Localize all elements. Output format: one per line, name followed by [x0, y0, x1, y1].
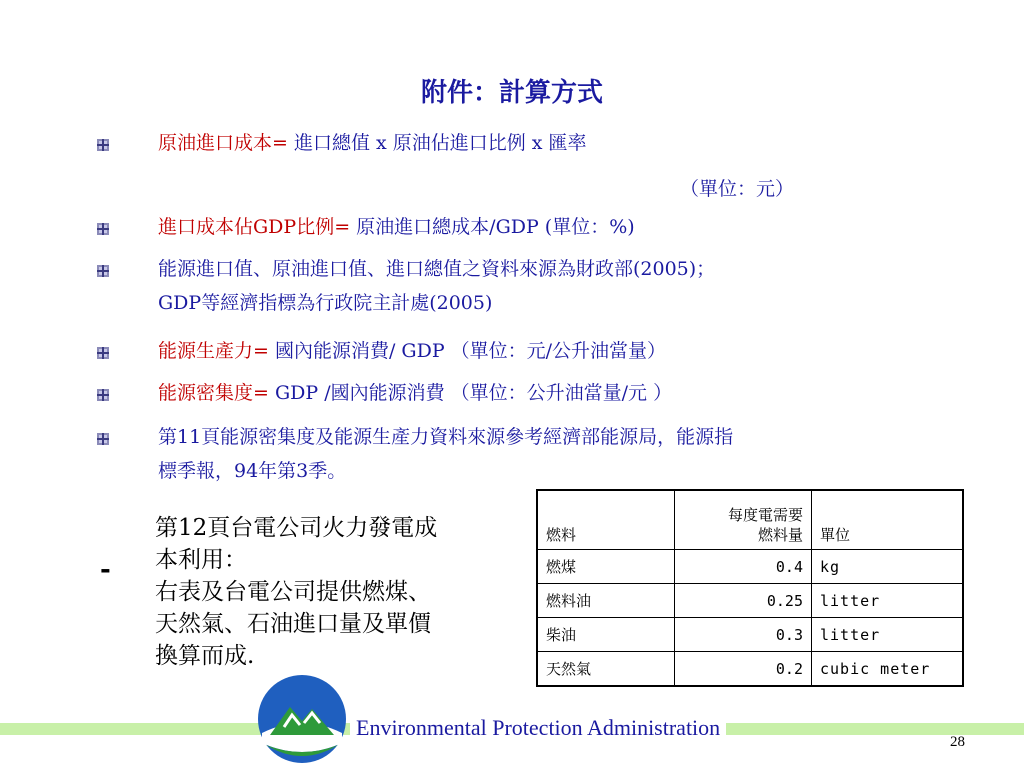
bullet-crude-cost [158, 126, 587, 160]
table-row [537, 584, 963, 618]
page-number: 28 [950, 734, 965, 750]
cell-unit: litter [812, 584, 964, 618]
bullet-line: 第11頁能源密集度及能源生產力資料來源參考經濟部能源局，能源指 [158, 426, 734, 448]
bullet-icon [96, 346, 110, 360]
epa-logo-icon [256, 673, 348, 765]
unit-note: （單位：元） [680, 178, 795, 200]
bullet-rest: 原油進口總成本/GDP (單位：%) [350, 216, 635, 238]
header-line: 燃料量 [757, 526, 803, 544]
left-note [155, 512, 505, 672]
cell-fuel: 柴油 [537, 618, 675, 652]
header-unit: 單位 [812, 490, 964, 550]
cell-amount: 0.4 [675, 550, 812, 584]
bullet-page11-source [158, 420, 733, 488]
bullet-import-gdp [158, 210, 635, 244]
bullet-icon [96, 388, 110, 402]
bullet-intensity [158, 376, 672, 410]
bullet-key: 原油進口成本= [158, 132, 288, 154]
bullet-icon [96, 264, 110, 278]
left-note-line: 右表及台電公司提供燃煤、 [155, 579, 431, 605]
cell-unit: cubic meter [812, 652, 964, 687]
left-note-line: 天然氣、石油進口量及單價 [155, 611, 431, 637]
page-title: 附件：計算方式 [420, 78, 603, 108]
left-note-line: 第12頁台電公司火力發電成 [155, 515, 438, 541]
dash-marker: - [100, 555, 111, 585]
bullet-key: 能源密集度= [158, 382, 269, 404]
bullet-key: 進口成本佔GDP比例= [158, 216, 351, 238]
table-row [537, 550, 963, 584]
cell-amount: 0.25 [675, 584, 812, 618]
left-note-line: 本利用： [155, 547, 247, 573]
cell-fuel: 燃料油 [537, 584, 675, 618]
bullet-line: GDP等經濟指標為行政院主計處(2005) [158, 292, 493, 314]
fuel-table [536, 489, 964, 687]
cell-fuel: 天然氣 [537, 652, 675, 687]
header-line: 每度電需要 [727, 506, 803, 524]
cell-unit: litter [812, 618, 964, 652]
bullet-key: 能源生產力= [158, 340, 269, 362]
bullet-rest: GDP /國內能源消費 （單位：公升油當量/元 ） [268, 382, 673, 404]
cell-amount: 0.2 [675, 652, 812, 687]
cell-fuel: 燃煤 [537, 550, 675, 584]
bullet-icon [96, 138, 110, 152]
bullet-icon [96, 222, 110, 236]
bullet-line: 能源進口值、原油進口值、進口總值之資料來源為財政部(2005)； [158, 258, 716, 280]
table-row [537, 652, 963, 687]
table-header-row [537, 490, 963, 550]
bullet-line: 標季報，94年第3季。 [158, 460, 347, 482]
bullet-icon [96, 432, 110, 446]
table-row [537, 618, 963, 652]
bullet-data-source [158, 252, 715, 320]
left-note-line: 換算而成. [155, 643, 255, 669]
bullet-productivity [158, 334, 666, 368]
bullet-rest: 國內能源消費/ GDP （單位：元/公升油當量） [268, 340, 667, 362]
cell-unit: kg [812, 550, 964, 584]
bullet-rest: 進口總值 x 原油佔進口比例 x 匯率 [287, 132, 587, 154]
footer-org: Environmental Protection Administration [350, 714, 726, 742]
header-fuel: 燃料 [537, 490, 675, 550]
cell-amount: 0.3 [675, 618, 812, 652]
header-fuel-amount [675, 490, 812, 550]
